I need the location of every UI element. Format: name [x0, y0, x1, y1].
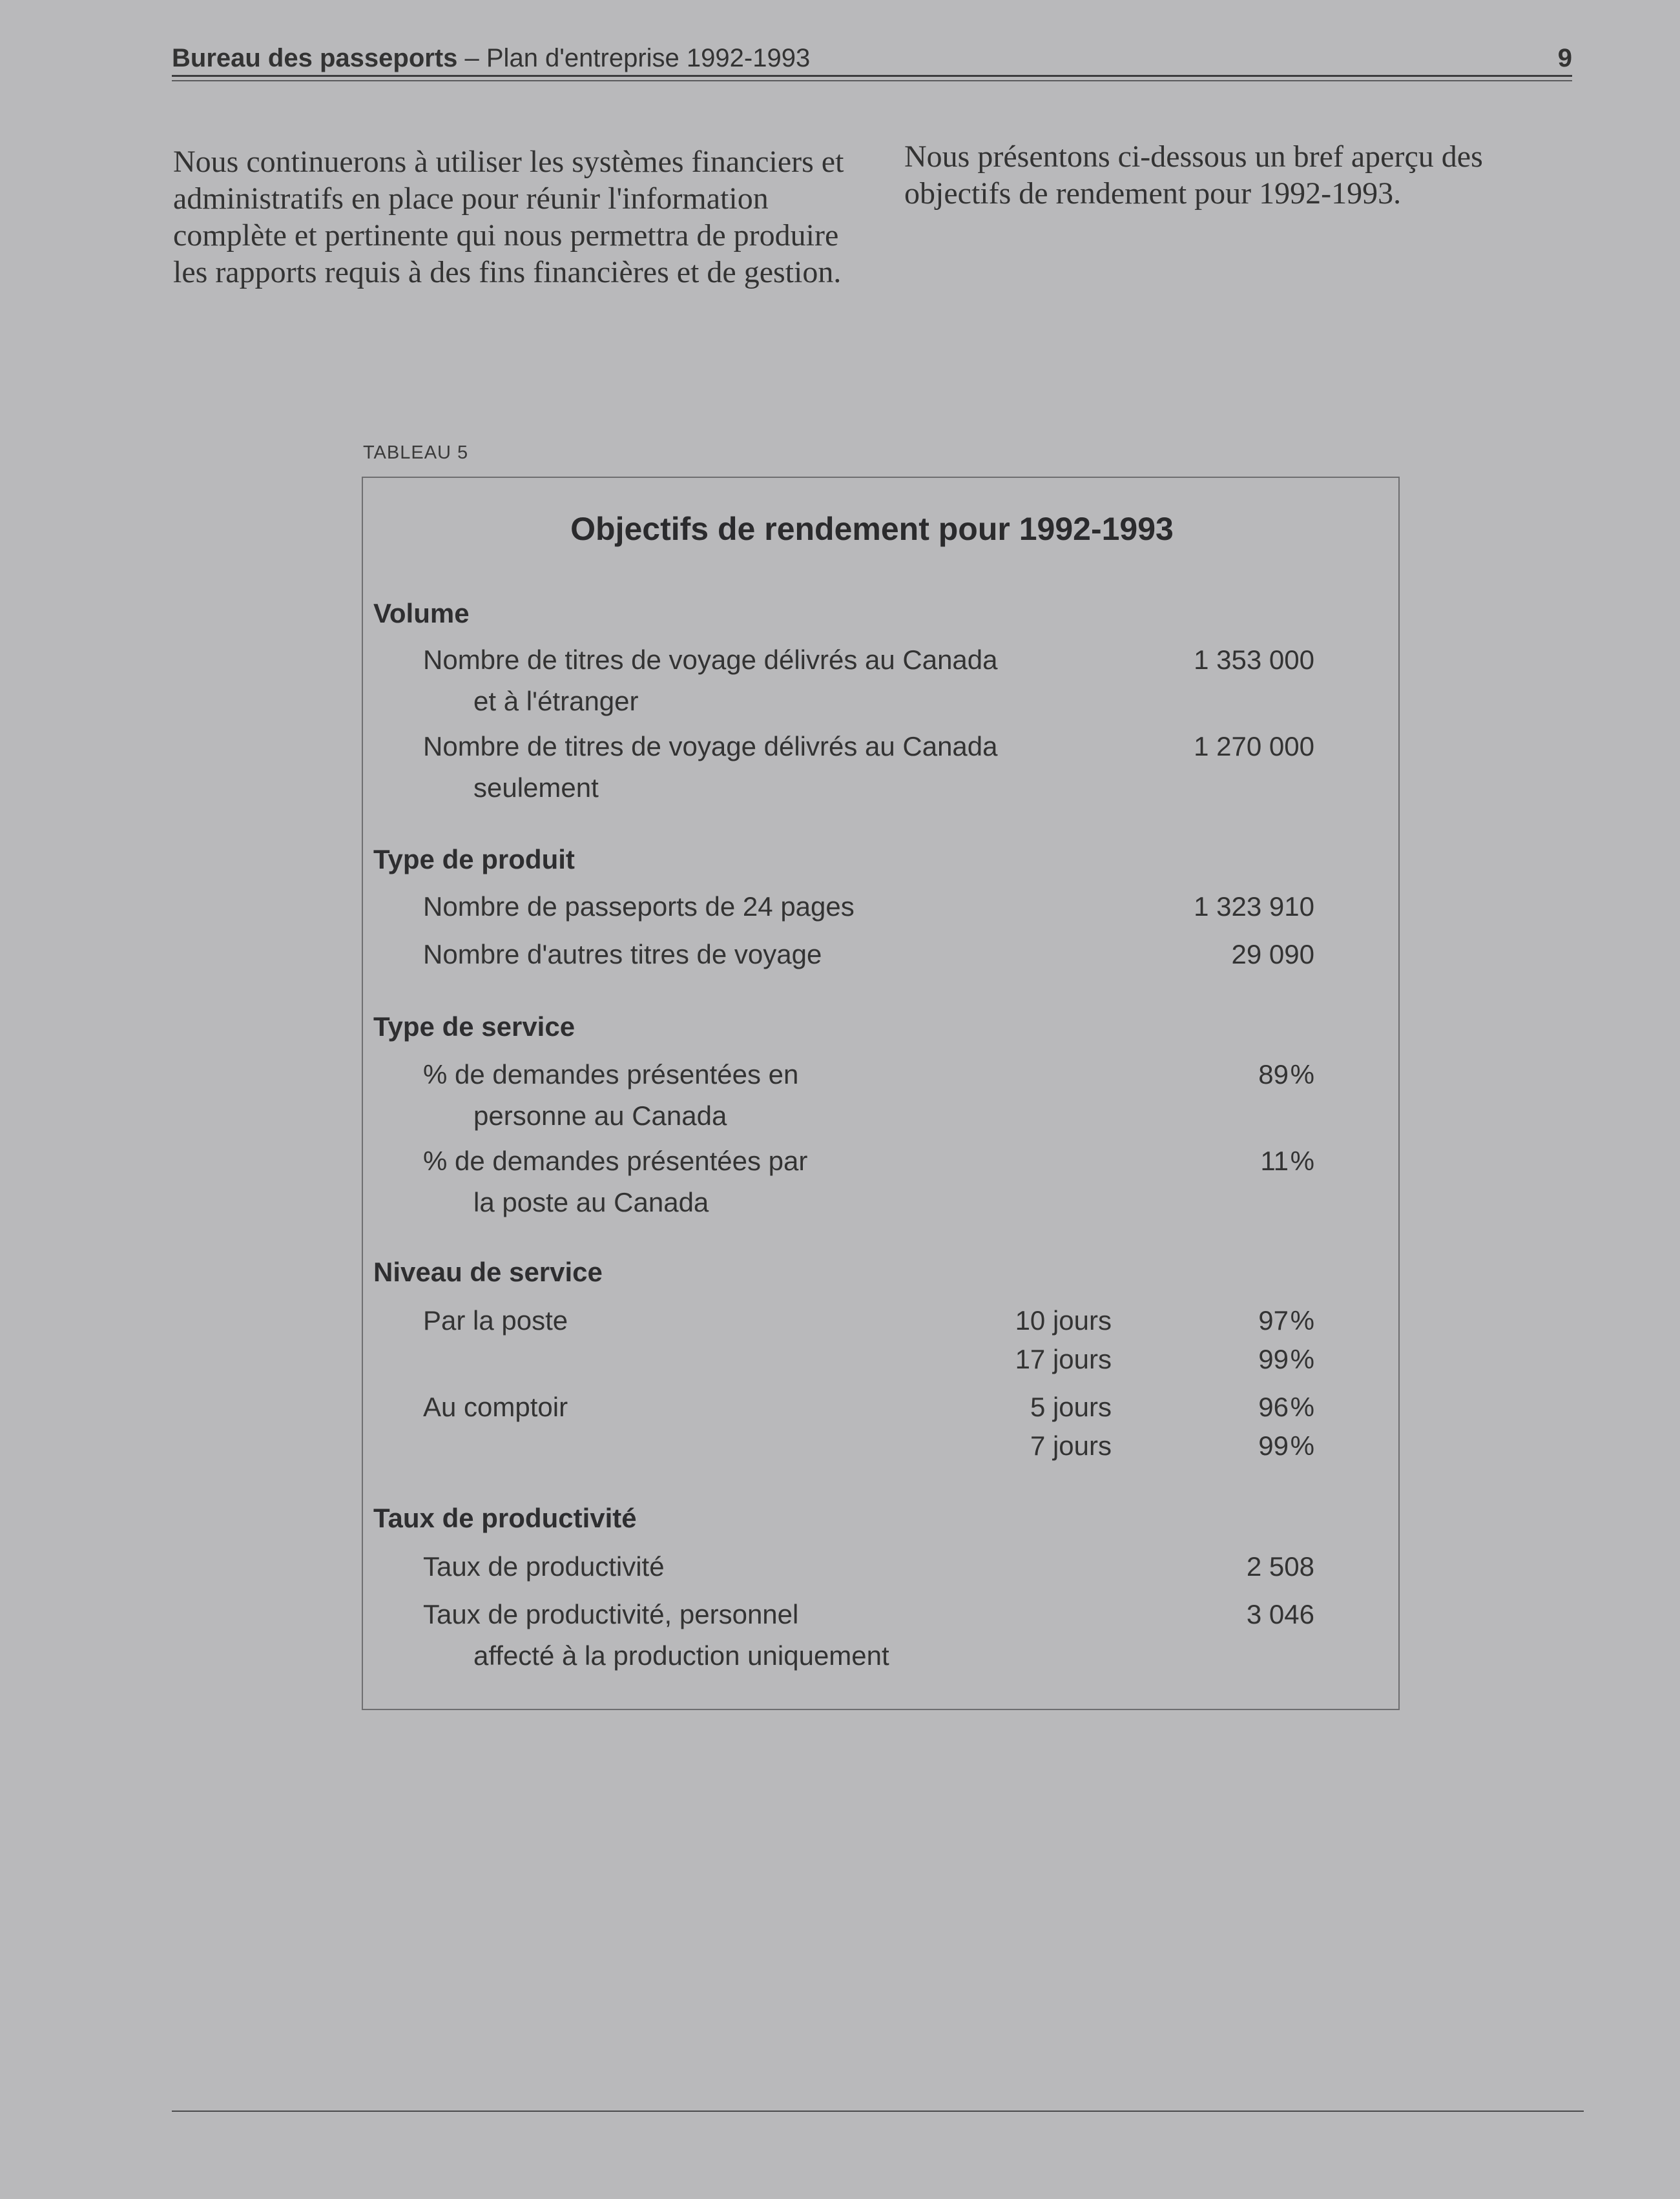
intro-paragraph-left: Nous continuerons à utiliser les systèmes financiers et administratifs en place pour réunir l'information complète et pertinente qui nous permettra de produire les rapports requis à des fins financières et de gestion. — [173, 145, 844, 289]
footer-rule — [172, 2111, 1584, 2112]
value-unit: % — [1290, 1344, 1314, 1374]
header-separator: – — [457, 44, 486, 72]
table-title: Objectifs de rendement pour 1992-1993 — [570, 511, 1174, 547]
row-value: 1 270 000 — [1194, 731, 1314, 761]
row-label: % de demandes présentées en — [423, 1059, 799, 1089]
row-value: 29 090 — [1231, 939, 1314, 969]
table-row — [423, 1054, 1043, 1137]
header-subtitle: Plan d'entreprise 1992-1993 — [486, 44, 811, 72]
row-label-continued: personne au Canada — [473, 1100, 727, 1131]
row-delay: 5 jours — [1030, 1392, 1112, 1422]
table-row — [423, 1546, 1043, 1587]
value-number: 11 — [1260, 1146, 1289, 1176]
row-label: % de demandes présentées par — [423, 1146, 808, 1176]
header-brand: Bureau des passeports — [172, 44, 458, 72]
table-label: TABLEAU 5 — [363, 442, 469, 463]
section-heading-produit: Type de produit — [373, 844, 575, 874]
row-value — [1258, 1339, 1314, 1380]
header-rule-secondary — [172, 80, 1572, 81]
row-label: Nombre d'autres titres de voyage — [423, 939, 822, 969]
row-label-continued: et à l'étranger — [473, 686, 639, 716]
value-unit: % — [1290, 1146, 1314, 1176]
value-unit: % — [1290, 1305, 1314, 1336]
section-heading-productivite: Taux de productivité — [373, 1503, 637, 1533]
table-row — [423, 1594, 1043, 1677]
value-number: 99 — [1258, 1344, 1289, 1374]
row-value — [1258, 1054, 1314, 1095]
row-value — [1258, 1300, 1314, 1341]
value-number: 96 — [1258, 1392, 1289, 1422]
value-unit: % — [1290, 1392, 1314, 1422]
row-delay: 7 jours — [1030, 1430, 1112, 1461]
row-label: Nombre de titres de voyage délivrés au Canada — [423, 645, 998, 675]
value-unit: % — [1290, 1430, 1314, 1461]
row-value — [1258, 1387, 1314, 1428]
value-unit: % — [1290, 1059, 1314, 1089]
table-row — [423, 1141, 1043, 1223]
table-row — [423, 934, 1043, 975]
row-value — [1260, 1141, 1314, 1182]
row-delay: 10 jours — [1015, 1305, 1112, 1336]
section-heading-niveau: Niveau de service — [373, 1257, 603, 1287]
row-value: 1 353 000 — [1194, 645, 1314, 675]
row-value: 1 323 910 — [1194, 891, 1314, 922]
row-label: Au comptoir — [423, 1392, 568, 1422]
value-number: 99 — [1258, 1430, 1289, 1461]
value-number: 97 — [1258, 1305, 1289, 1336]
row-label-continued: seulement — [473, 772, 599, 803]
row-delay: 17 jours — [1015, 1344, 1112, 1374]
row-label-continued: affecté à la production uniquement — [473, 1640, 889, 1671]
table-row — [423, 886, 1043, 927]
table-row — [423, 639, 1043, 722]
row-label: Taux de productivité — [423, 1551, 665, 1582]
row-label: Nombre de titres de voyage délivrés au Canada — [423, 731, 998, 761]
intro-paragraph-right: Nous présentons ci-dessous un bref aperçu des objectifs de rendement pour 1992-1993. — [904, 139, 1483, 211]
header-rule — [172, 75, 1572, 77]
page-number: 9 — [1557, 44, 1572, 72]
row-label: Nombre de passeports de 24 pages — [423, 891, 855, 922]
section-heading-service: Type de service — [373, 1011, 576, 1042]
page-header — [172, 40, 1572, 79]
table-row — [423, 726, 1043, 809]
row-value: 3 046 — [1246, 1599, 1314, 1629]
row-value — [1258, 1425, 1314, 1467]
section-heading-volume: Volume — [373, 598, 470, 628]
row-value: 2 508 — [1246, 1551, 1314, 1582]
row-label-continued: la poste au Canada — [473, 1187, 709, 1217]
row-label: Taux de productivité, personnel — [423, 1599, 799, 1629]
row-label: Par la poste — [423, 1305, 568, 1336]
value-number: 89 — [1258, 1059, 1289, 1089]
